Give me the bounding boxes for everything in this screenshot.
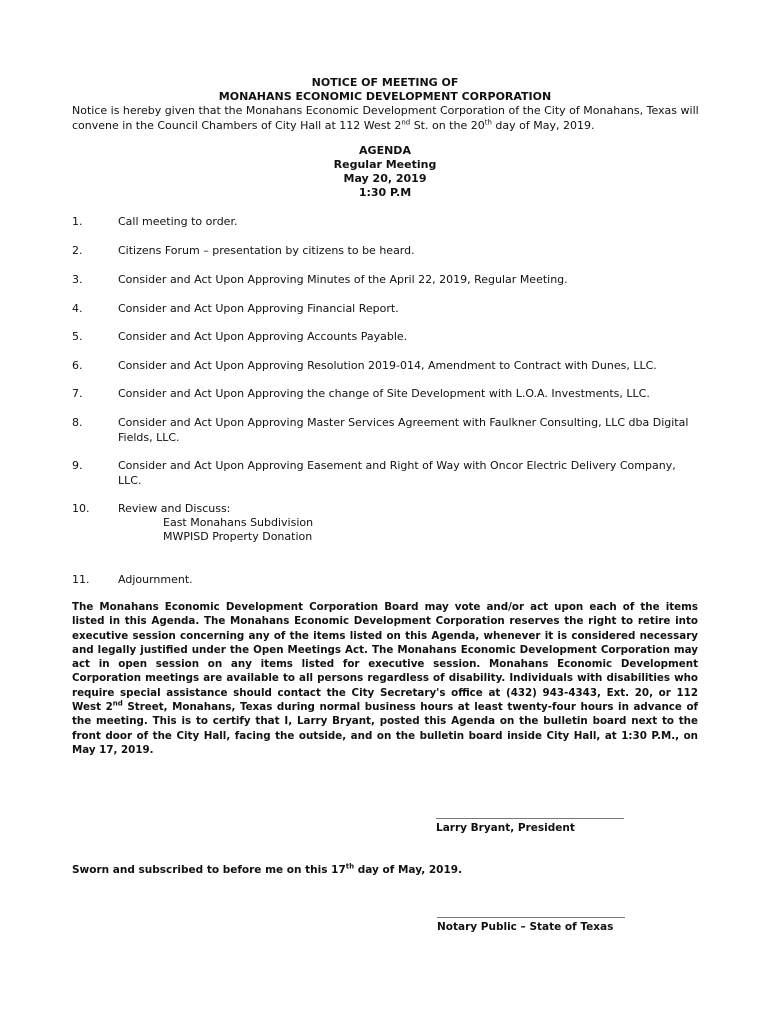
notary-signature-line	[437, 917, 625, 918]
notary-label: Notary Public – State of Texas	[437, 921, 614, 933]
item-text: Consider and Act Upon Approving Master Services Agreement with Faulkner Consulting, LLC dba Digital Fields, LLC.	[118, 416, 689, 444]
sworn-statement: Sworn and subscribed to before me on this 17th day of May, 2019.	[72, 862, 463, 876]
notice-title: NOTICE OF MEETING OF	[311, 76, 459, 89]
item-number: 7.	[72, 387, 83, 400]
item-number: 2.	[72, 244, 83, 257]
corporation-title: MONAHANS ECONOMIC DEVELOPMENT CORPORATION	[218, 90, 552, 103]
item-number: 10.	[72, 502, 90, 515]
president-signature-line	[436, 818, 624, 819]
sub-item: East Monahans Subdivision	[163, 516, 314, 529]
item-text: Consider and Act Upon Approving Resolution 2019-014, Amendment to Contract with Dunes, LLC.	[118, 359, 657, 372]
item-number: 11.	[72, 573, 90, 586]
item-text: Consider and Act Upon Approving Easement and Right of Way with Oncor Electric Delivery Company, LLC.	[118, 459, 676, 487]
item-number: 9.	[72, 459, 83, 472]
sub-item: MWPISD Property Donation	[163, 530, 313, 543]
notice-body: The Monahans Economic Development Corporation Board may vote and/or act upon each of the items listed in this Agenda. The Monahans Economic Development Corporation reserves the right to retire into executive session concerning any of the items listed on this Agenda, whenever it is considered necessary and legally justified under the Open Meetings Act. The Monahans Economic Development Corporation may act in open session on any items listed for executive session. Monahans Economic Development Corporation meetings are available to all persons regardless of disability. Individuals with disabilities who require special assistance should contact the City Secretary's office at (432) 943-4343, Ext. 20, or 112 West 2nd Street, Monahans, Texas during normal business hours at least twenty-four hours in advance of the meeting. This is to certify that I, Larry Bryant, posted this Agenda on the bulletin board next to the front door of the City Hall, facing the outside, and on the bulletin board inside City Hall, at 1:30 P.M., on May 17, 2019.	[72, 601, 699, 756]
item-number: 1.	[72, 215, 83, 228]
president-name: Larry Bryant, President	[436, 822, 575, 834]
meeting-date: May 20, 2019	[343, 172, 427, 185]
item-number: 6.	[72, 359, 83, 372]
item-number: 5.	[72, 330, 83, 343]
meeting-type: Regular Meeting	[333, 158, 437, 171]
item-text: Consider and Act Upon Approving Minutes of the April 22, 2019, Regular Meeting.	[118, 273, 568, 286]
intro-paragraph: Notice is hereby given that the Monahans Economic Development Corporation of the City of Monahans, Texas will convene in the Council Chambers of City Hall at 112 West 2nd St. on the 20th day of May, 2019.	[72, 104, 699, 132]
item-number: 8.	[72, 416, 83, 429]
item-text: Call meeting to order.	[118, 215, 238, 228]
agenda-heading: AGENDA	[359, 144, 411, 157]
item-text: Consider and Act Upon Approving Financial Report.	[118, 302, 399, 315]
item-text: Adjournment.	[118, 573, 193, 586]
item-text: Review and Discuss:	[118, 502, 231, 515]
item-text: Citizens Forum – presentation by citizens to be heard.	[118, 244, 415, 257]
item-text: Consider and Act Upon Approving Accounts Payable.	[118, 330, 408, 343]
meeting-time: 1:30 P.M	[358, 186, 412, 199]
item-number: 4.	[72, 302, 83, 315]
item-text: Consider and Act Upon Approving the change of Site Development with L.O.A. Investments, LLC.	[118, 387, 650, 400]
item-number: 3.	[72, 273, 83, 286]
